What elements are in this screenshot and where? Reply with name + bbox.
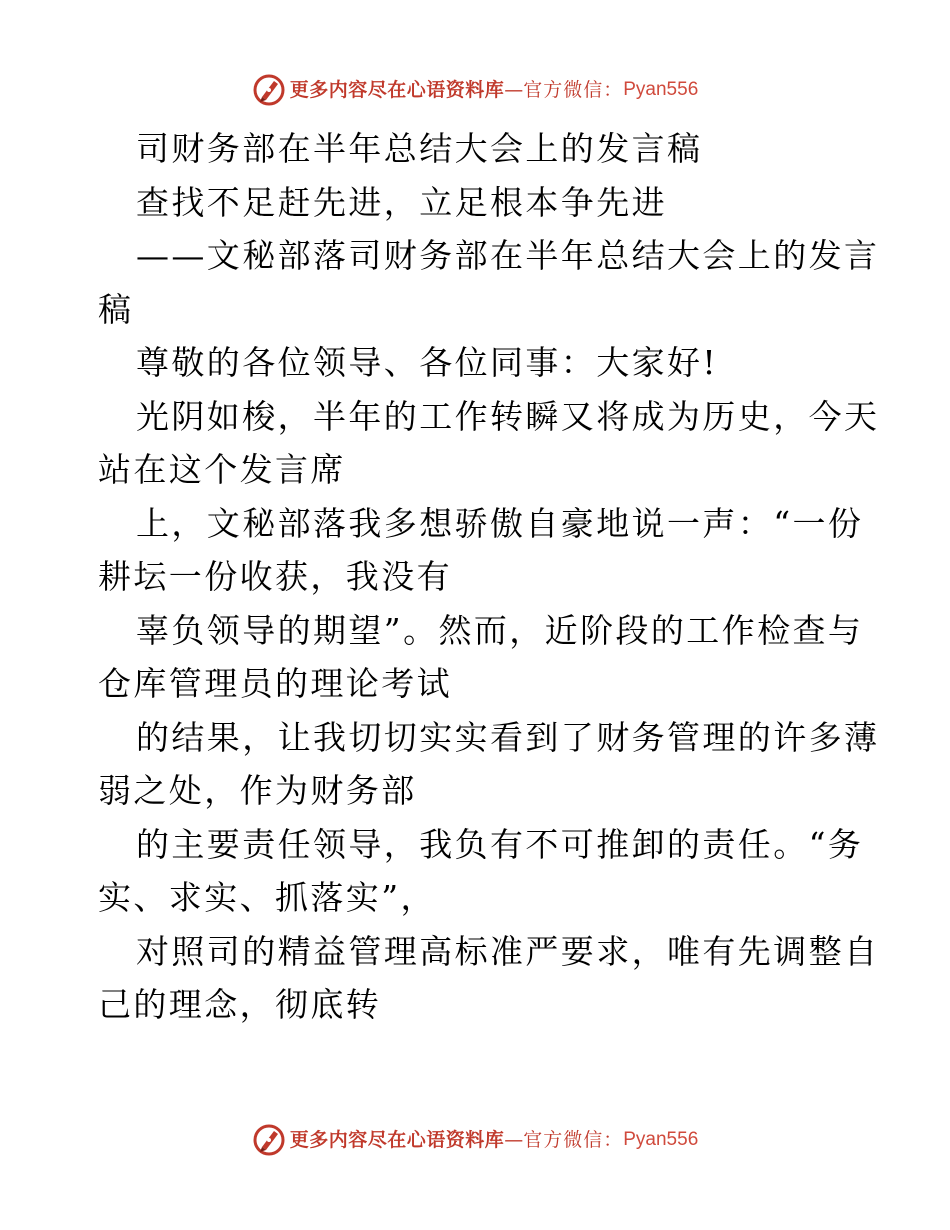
text-line: 实、求实、抓落实”， — [98, 878, 436, 917]
document-body — [98, 122, 880, 1032]
header-watermark — [0, 70, 950, 110]
text-line: 弱之处，作为财务部 — [98, 771, 417, 810]
watermark-text: 更多内容尽在心语资料库 — [289, 1129, 505, 1151]
text-line: 辜负领导的期望”。然而，近阶段的工作检查与 — [136, 610, 864, 650]
text-line: 司财务部在半年总结大会上的发言稿 — [136, 129, 703, 168]
text-line: 稿 — [98, 289, 134, 329]
text-line: 的主要责任领导，我负有不可推卸的责任。“务 — [136, 824, 864, 864]
text-line: 站在这个发言席 — [98, 450, 346, 489]
watermark-dash: — — [504, 79, 524, 101]
watermark-text: 更多内容尽在心语资料库 — [289, 79, 505, 101]
text-line: 对照司的精益管理高标准严要求，唯有先调整自 — [136, 931, 880, 971]
text-line: 耕坛一份收获，我没有 — [98, 557, 452, 596]
watermark-id: Pyan556 — [623, 79, 699, 100]
pen-logo-icon — [252, 1123, 286, 1157]
text-line: 上，文秘部落我多想骄傲自豪地说一声：“一份 — [136, 503, 864, 543]
text-line: 仓库管理员的理论考试 — [98, 664, 452, 703]
text-line: 尊敬的各位领导、各位同事：大家好! — [136, 343, 719, 382]
text-line: 己的理念，彻底转 — [98, 985, 382, 1024]
watermark-id: Pyan556 — [623, 1129, 699, 1150]
text-line: ——文秘部落司财务部在半年总结大会上的发言 — [136, 236, 880, 275]
watermark-label: 官方微信： — [523, 1129, 624, 1151]
text-line: 的结果，让我切切实实看到了财务管理的许多薄 — [136, 717, 880, 757]
footer-watermark — [0, 1120, 950, 1160]
text-line: 查找不足赶先进，立足根本争先进 — [136, 182, 667, 222]
watermark-dash: — — [504, 1129, 524, 1151]
text-line: 光阴如梭，半年的工作转瞬又将成为历史，今天 — [136, 396, 880, 436]
watermark-label: 官方微信： — [523, 79, 624, 101]
pen-logo-icon — [252, 73, 286, 107]
